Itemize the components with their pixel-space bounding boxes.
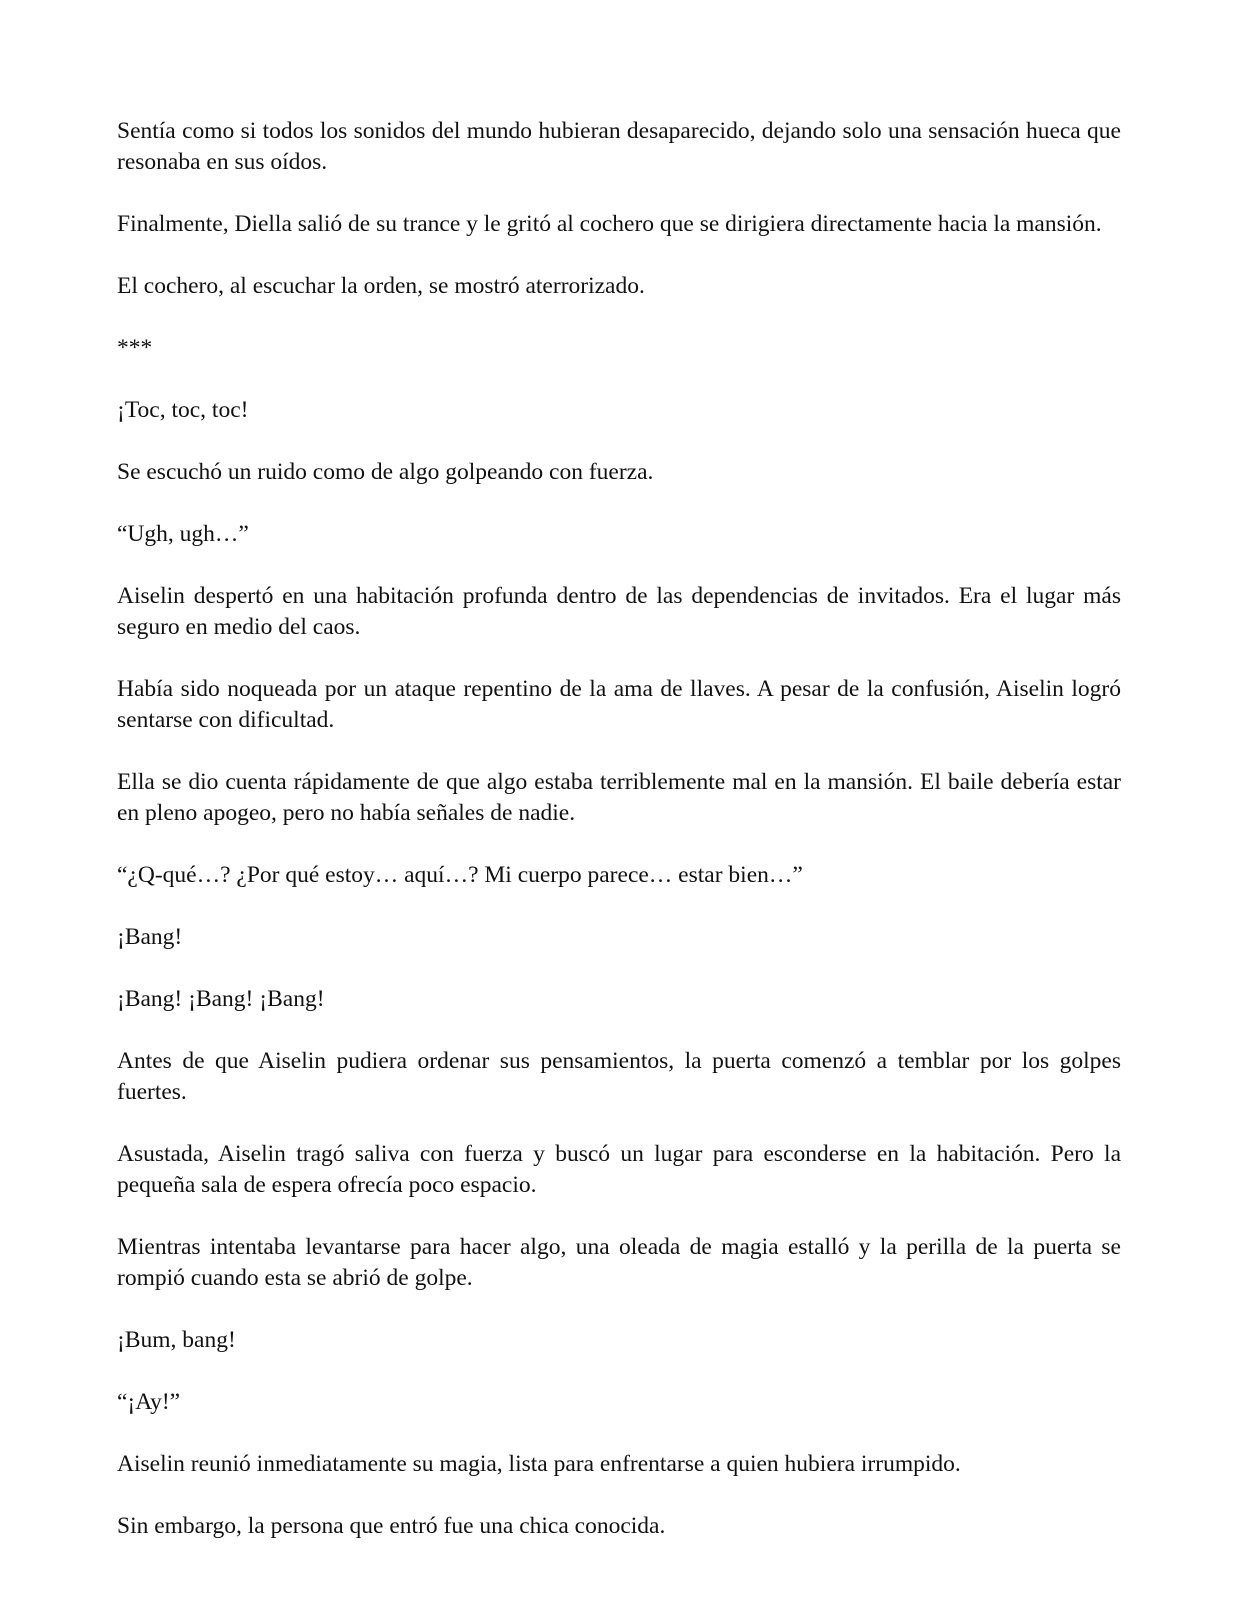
paragraph: Asustada, Aiselin tragó saliva con fuerza y buscó un lugar para esconderse en la habitación. Pero la pequeña sala de espera ofrecía poco espacio. [117,1141,1121,1198]
paragraph: “Ugh, ugh…” [117,521,249,547]
paragraph: Se escuchó un ruido como de algo golpeando con fuerza. [117,459,654,485]
paragraph: ¡Toc, toc, toc! [117,397,249,423]
paragraph: Sin embargo, la persona que entró fue una chica conocida. [117,1513,666,1539]
paragraph: Mientras intentaba levantarse para hacer algo, una oleada de magia estalló y la perilla de la puerta se rompió cuando esta se abrió de golpe. [117,1234,1121,1291]
paragraph: “¡Ay!” [117,1389,181,1415]
paragraph: Sentía como si todos los sonidos del mundo hubieran desaparecido, dejando solo una sensación hueca que resonaba en sus oídos. [117,118,1121,175]
body-text [117,116,1121,1542]
paragraph: Ella se dio cuenta rápidamente de que algo estaba terriblemente mal en la mansión. El baile debería estar en pleno apogeo, pero no había señales de nadie. [117,769,1121,826]
paragraph: Aiselin despertó en una habitación profunda dentro de las dependencias de invitados. Era el lugar más seguro en medio del caos. [117,583,1121,640]
paragraph: ¡Bang! [117,924,183,950]
paragraph: Finalmente, Diella salió de su trance y le gritó al cochero que se dirigiera directamente hacia la mansión. [117,211,1102,237]
scene-break: *** [117,335,153,361]
paragraph: Antes de que Aiselin pudiera ordenar sus pensamientos, la puerta comenzó a temblar por los golpes fuertes. [117,1048,1121,1105]
paragraph: Aiselin reunió inmediatamente su magia, lista para enfrentarse a quien hubiera irrumpido. [117,1451,961,1477]
paragraph: Había sido noqueada por un ataque repentino de la ama de llaves. A pesar de la confusión, Aiselin logró sentarse con dificultad. [117,676,1121,733]
paragraph: ¡Bum, bang! [117,1327,236,1353]
paragraph: ¡Bang! ¡Bang! ¡Bang! [117,986,325,1012]
paragraph: “¿Q-qué…? ¿Por qué estoy… aquí…? Mi cuerpo parece… estar bien…” [117,862,803,888]
paragraph: El cochero, al escuchar la orden, se mostró aterrorizado. [117,273,645,299]
